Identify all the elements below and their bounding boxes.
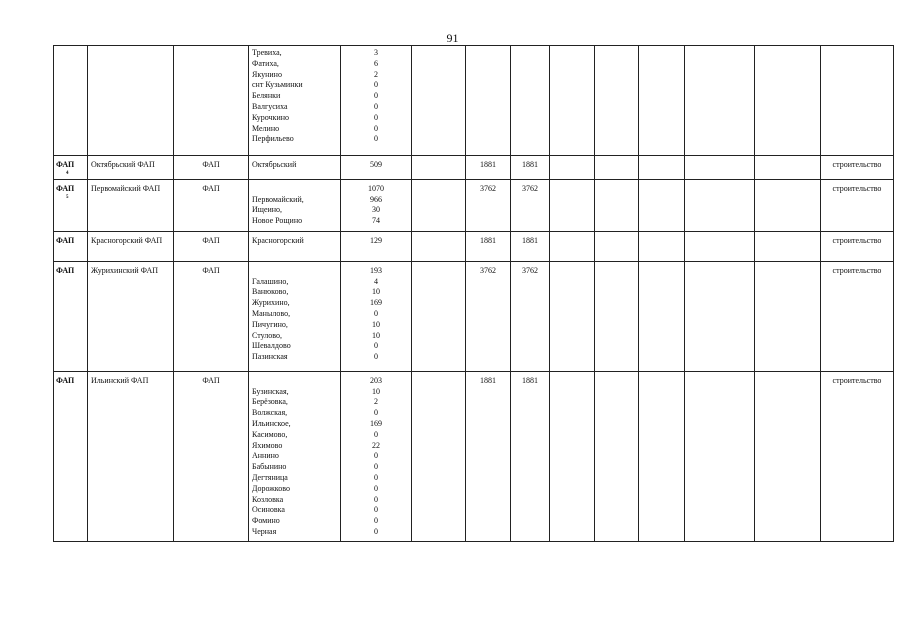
capacity-2: 3762 <box>511 261 550 371</box>
population-value: 0 <box>374 472 378 482</box>
population-value: 0 <box>374 429 378 439</box>
empty-cell <box>639 371 685 541</box>
empty-cell <box>550 179 595 231</box>
population-value: 0 <box>374 308 378 318</box>
data-table <box>53 45 894 542</box>
empty-cell <box>755 156 821 180</box>
facility-type <box>174 46 249 156</box>
code-cell <box>54 261 88 371</box>
settlement-name: Волжская, <box>252 408 288 418</box>
empty-cell <box>639 261 685 371</box>
population-value: 169 <box>370 298 382 308</box>
settlement-name: Фоминo <box>252 516 280 526</box>
facility-name: Ильинский ФАП <box>88 371 174 541</box>
settlements-cell <box>249 46 341 156</box>
settlement-name: Галашино, <box>252 276 289 286</box>
table-row <box>54 231 894 261</box>
population-value: 169 <box>370 418 382 428</box>
code-text: ФАП <box>56 375 75 385</box>
population-value: 509 <box>370 160 382 169</box>
capacity-2 <box>511 46 550 156</box>
page-number: 91 <box>446 31 459 45</box>
settlements-cell <box>249 179 341 231</box>
settlement-name: Тревиха, <box>252 48 282 57</box>
capacity-2: 1881 <box>511 371 550 541</box>
settlement-name: Шевалдово <box>252 341 291 351</box>
table-body <box>54 46 894 542</box>
settlement-name: Фатиха, <box>252 58 279 68</box>
empty-cell <box>685 231 755 261</box>
capacity-1: 1881 <box>466 231 511 261</box>
settlement-name: Берёзовка, <box>252 397 288 407</box>
code-text: ФАП <box>56 235 75 245</box>
population-value: 0 <box>374 526 378 536</box>
population-value: 0 <box>374 101 378 111</box>
population-value: 0 <box>374 352 378 362</box>
capacity-1 <box>466 46 511 156</box>
spacer <box>252 266 337 277</box>
facility-type: ФАП <box>174 261 249 371</box>
population-value: 2 <box>374 397 378 407</box>
population-value: 10 <box>372 319 380 329</box>
settlement-name: Красногорский <box>252 235 304 245</box>
empty-cell <box>412 371 466 541</box>
settlement-name: Первомайский, <box>252 194 304 204</box>
settlement-name: Стулово, <box>252 330 282 340</box>
population-cell <box>341 231 412 261</box>
population-value: 193 <box>370 265 382 275</box>
code-cell <box>54 156 88 180</box>
empty-cell <box>595 179 639 231</box>
capacity-1: 1881 <box>466 156 511 180</box>
population-value: 74 <box>372 216 380 226</box>
population-value: 0 <box>374 462 378 472</box>
settlement-name: Аннино <box>252 451 279 461</box>
empty-cell <box>595 231 639 261</box>
population-value: 0 <box>374 494 378 504</box>
settlement-name: Якунино <box>252 69 282 79</box>
population-value: 2 <box>374 69 378 79</box>
empty-cell <box>639 156 685 180</box>
empty-cell <box>595 371 639 541</box>
code-cell <box>54 179 88 231</box>
population-value: 30 <box>372 205 380 215</box>
empty-cell <box>550 46 595 156</box>
empty-cell <box>685 156 755 180</box>
facility-type: ФАП <box>174 179 249 231</box>
settlement-name: Касимово, <box>252 429 288 439</box>
table-row <box>54 156 894 180</box>
status-cell: строительство <box>821 231 894 261</box>
empty-cell <box>595 156 639 180</box>
population-value: 3 <box>374 48 378 57</box>
facility-type: ФАП <box>174 231 249 261</box>
facility-name: Первомайский ФАП <box>88 179 174 231</box>
settlements-cell <box>249 261 341 371</box>
population-value: 0 <box>374 91 378 101</box>
settlement-name: Маныловo, <box>252 308 291 318</box>
empty-cell <box>550 371 595 541</box>
empty-cell <box>685 46 755 156</box>
status-cell: строительство <box>821 371 894 541</box>
table-row <box>54 179 894 231</box>
empty-cell <box>550 261 595 371</box>
empty-cell <box>595 261 639 371</box>
settlement-name: Козловка <box>252 494 284 504</box>
population-cell <box>341 156 412 180</box>
population-value: 0 <box>374 112 378 122</box>
empty-cell <box>685 371 755 541</box>
code-text: ФАП <box>56 265 75 275</box>
settlement-name: Белянки <box>252 91 281 101</box>
empty-cell <box>412 261 466 371</box>
capacity-2: 3762 <box>511 179 550 231</box>
settlement-name: Ищеино, <box>252 205 283 215</box>
code-cell <box>54 231 88 261</box>
empty-cell <box>755 261 821 371</box>
settlements-cell <box>249 156 341 180</box>
population-value: 203 <box>370 375 382 385</box>
capacity-1: 3762 <box>466 179 511 231</box>
capacity-2: 1881 <box>511 156 550 180</box>
population-cell <box>341 179 412 231</box>
empty-cell <box>595 46 639 156</box>
settlement-name: Бузинская, <box>252 386 289 396</box>
population-value: 129 <box>370 235 382 245</box>
population-value: 10 <box>372 330 380 340</box>
code-text: ФАП <box>56 183 75 193</box>
code-cell <box>54 371 88 541</box>
population-value: 1070 <box>368 183 384 193</box>
population-value: 0 <box>374 516 378 526</box>
population-value: 0 <box>374 483 378 493</box>
empty-cell <box>412 179 466 231</box>
settlement-name: Валгусиха <box>252 101 288 111</box>
population-cell <box>341 261 412 371</box>
settlements-cell <box>249 231 341 261</box>
settlement-name: Дорожково <box>252 483 290 493</box>
population-value: 0 <box>374 80 378 90</box>
code-subscript: 4 <box>66 170 69 176</box>
facility-name: Октябрьский ФАП <box>88 156 174 180</box>
population-value: 0 <box>374 451 378 461</box>
empty-cell <box>412 231 466 261</box>
code-subscript: 5 <box>66 194 69 200</box>
population-value: 6 <box>374 58 378 68</box>
settlement-name: Осиновка <box>252 505 285 515</box>
population-value: 0 <box>374 341 378 351</box>
empty-cell <box>550 156 595 180</box>
facility-name <box>88 46 174 156</box>
status-cell <box>821 46 894 156</box>
code-text: ФАП <box>56 160 75 169</box>
population-value: 0 <box>374 408 378 418</box>
empty-cell <box>412 46 466 156</box>
population-value: 10 <box>372 287 380 297</box>
settlement-name: Октябрьский <box>252 160 297 169</box>
population-value: 0 <box>374 134 378 144</box>
population-value: 22 <box>372 440 380 450</box>
population-value: 4 <box>374 276 378 286</box>
settlement-name: Пазинская <box>252 352 288 362</box>
settlement-name: Бабынино <box>252 462 287 472</box>
empty-cell <box>755 371 821 541</box>
empty-cell <box>755 231 821 261</box>
table-row <box>54 46 894 156</box>
population-cell <box>341 46 412 156</box>
empty-cell <box>412 156 466 180</box>
settlement-name: Журихино, <box>252 298 290 308</box>
table-row <box>54 261 894 371</box>
empty-cell <box>755 46 821 156</box>
settlement-name: Перфильево <box>252 134 294 144</box>
empty-cell <box>685 179 755 231</box>
facility-name: Журихинский ФАП <box>88 261 174 371</box>
settlement-name: Яхимово <box>252 440 283 450</box>
population-value: 0 <box>374 123 378 133</box>
capacity-1: 1881 <box>466 371 511 541</box>
table-row <box>54 371 894 541</box>
population-value: 0 <box>374 505 378 515</box>
status-cell: строительство <box>821 261 894 371</box>
spacer <box>252 184 337 195</box>
settlement-name: Ильинское, <box>252 418 291 428</box>
status-cell: строительство <box>821 156 894 180</box>
settlement-name: Мелино <box>252 123 280 133</box>
spacer <box>252 376 337 387</box>
empty-cell <box>685 261 755 371</box>
status-cell: строительство <box>821 179 894 231</box>
empty-cell <box>639 179 685 231</box>
empty-cell <box>755 179 821 231</box>
settlement-name: Курочкино <box>252 112 289 122</box>
settlement-name: снт Кузьминки <box>252 80 303 90</box>
empty-cell <box>550 231 595 261</box>
code-cell <box>54 46 88 156</box>
settlement-name: Ванюково, <box>252 287 289 297</box>
capacity-1: 3762 <box>466 261 511 371</box>
settlement-name: Новое Рощино <box>252 216 303 226</box>
facility-type: ФАП <box>174 371 249 541</box>
capacity-2: 1881 <box>511 231 550 261</box>
settlement-name: Черная <box>252 526 277 536</box>
facility-type: ФАП <box>174 156 249 180</box>
settlement-name: Пичугино, <box>252 319 288 329</box>
population-value: 966 <box>370 194 382 204</box>
population-value: 10 <box>372 386 380 396</box>
facility-name: Красногорский ФАП <box>88 231 174 261</box>
settlement-name: Дегтяница <box>252 472 288 482</box>
empty-cell <box>639 231 685 261</box>
population-cell <box>341 371 412 541</box>
settlements-cell <box>249 371 341 541</box>
empty-cell <box>639 46 685 156</box>
